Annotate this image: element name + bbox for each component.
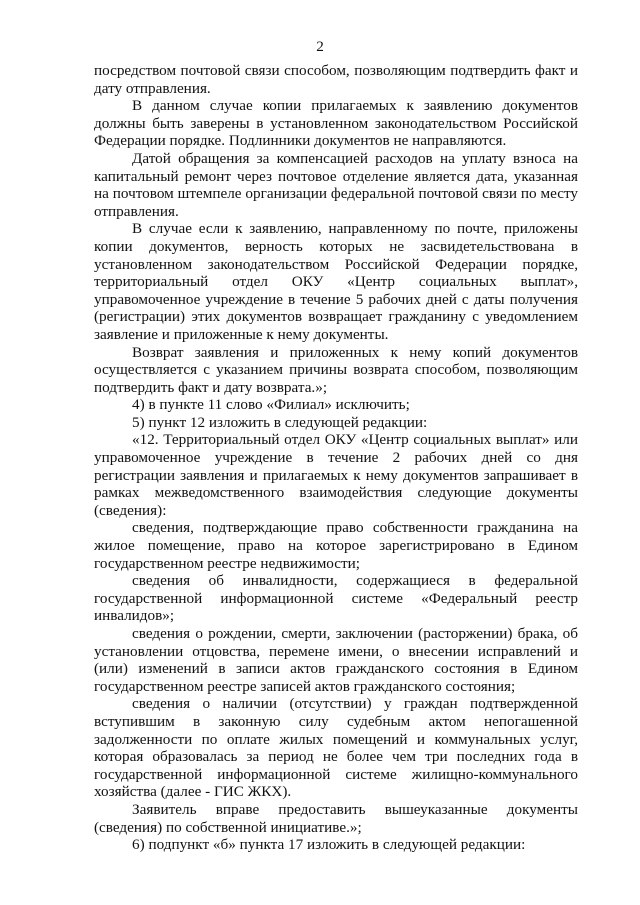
document-body	[94, 62, 578, 854]
page-number: 2	[316, 38, 324, 55]
paragraph: Возврат заявления и приложенных к нему копий документов осуществляется с указанием причины возврата способом, позволяющим подтвердить факт и дату возврата.»;	[94, 343, 578, 396]
paragraph: В данном случае копии прилагаемых к заявлению документов должны быть заверены в установленном законодательством Российской Федерации порядке. Подлинники документов не направляются.	[94, 97, 578, 150]
paragraph: сведения о рождении, смерти, заключении (расторжении) брака, об установлении отцовства, перемене имени, о внесении исправлений и (или) изменений в записи актов гражданского состояния в Едином государственном реестре записей актов гражданского состояния;	[94, 625, 578, 695]
paragraph: 5) пункт 12 изложить в следующей редакции:	[132, 413, 428, 431]
paragraph: 6) подпункт «б» пункта 17 изложить в следующей редакции:	[132, 836, 526, 854]
paragraph: посредством почтовой связи способом, позволяющим подтвердить факт и дату отправления.	[94, 62, 578, 97]
paragraph: 4) в пункте 11 слово «Филиал» исключить;	[132, 396, 410, 414]
paragraph: В случае если к заявлению, направленному по почте, приложены копии документов, верность которых не засвидетельствована в установленном законодательством Российской Федерации порядке, территориальный отдел ОКУ «Центр социальных выплат», управомоченное учреждение в течение 5 рабочих дней с даты получения (регистрации) этих документов возвращает гражданину с уведомлением заявление и приложенные к нему документы.	[94, 220, 578, 343]
paragraph: сведения об инвалидности, содержащиеся в федеральной государственной информационной системе «Федеральный реестр инвалидов»;	[94, 572, 578, 625]
paragraph: сведения о наличии (отсутствии) у граждан подтвержденной вступившим в законную силу судебным актом непогашенной задолженности по оплате жилых помещений и коммунальных услуг, которая образовалась за период не более чем три последних года в государственной информационной системе жилищно-коммунального хозяйства (далее - ГИС ЖКХ).	[94, 695, 578, 801]
paragraph: сведения, подтверждающие право собственности гражданина на жилое помещение, право на которое зарегистрировано в Едином государственном реестре недвижимости;	[94, 519, 578, 572]
paragraph: «12. Территориальный отдел ОКУ «Центр социальных выплат» или управомоченное учреждение в течение 2 рабочих дней со дня регистрации заявления и прилагаемых к нему документов запрашивает в рамках межведомственного взаимодействия следующие документы (сведения):	[94, 431, 578, 519]
paragraph: Заявитель вправе предоставить вышеуказанные документы (сведения) по собственной инициативе.»;	[94, 800, 578, 836]
paragraph: Датой обращения за компенсацией расходов на уплату взноса на капитальный ремонт через почтовое отделение является дата, указанная на почтовом штемпеле организации федеральной почтовой связи по месту отправления.	[94, 149, 578, 220]
